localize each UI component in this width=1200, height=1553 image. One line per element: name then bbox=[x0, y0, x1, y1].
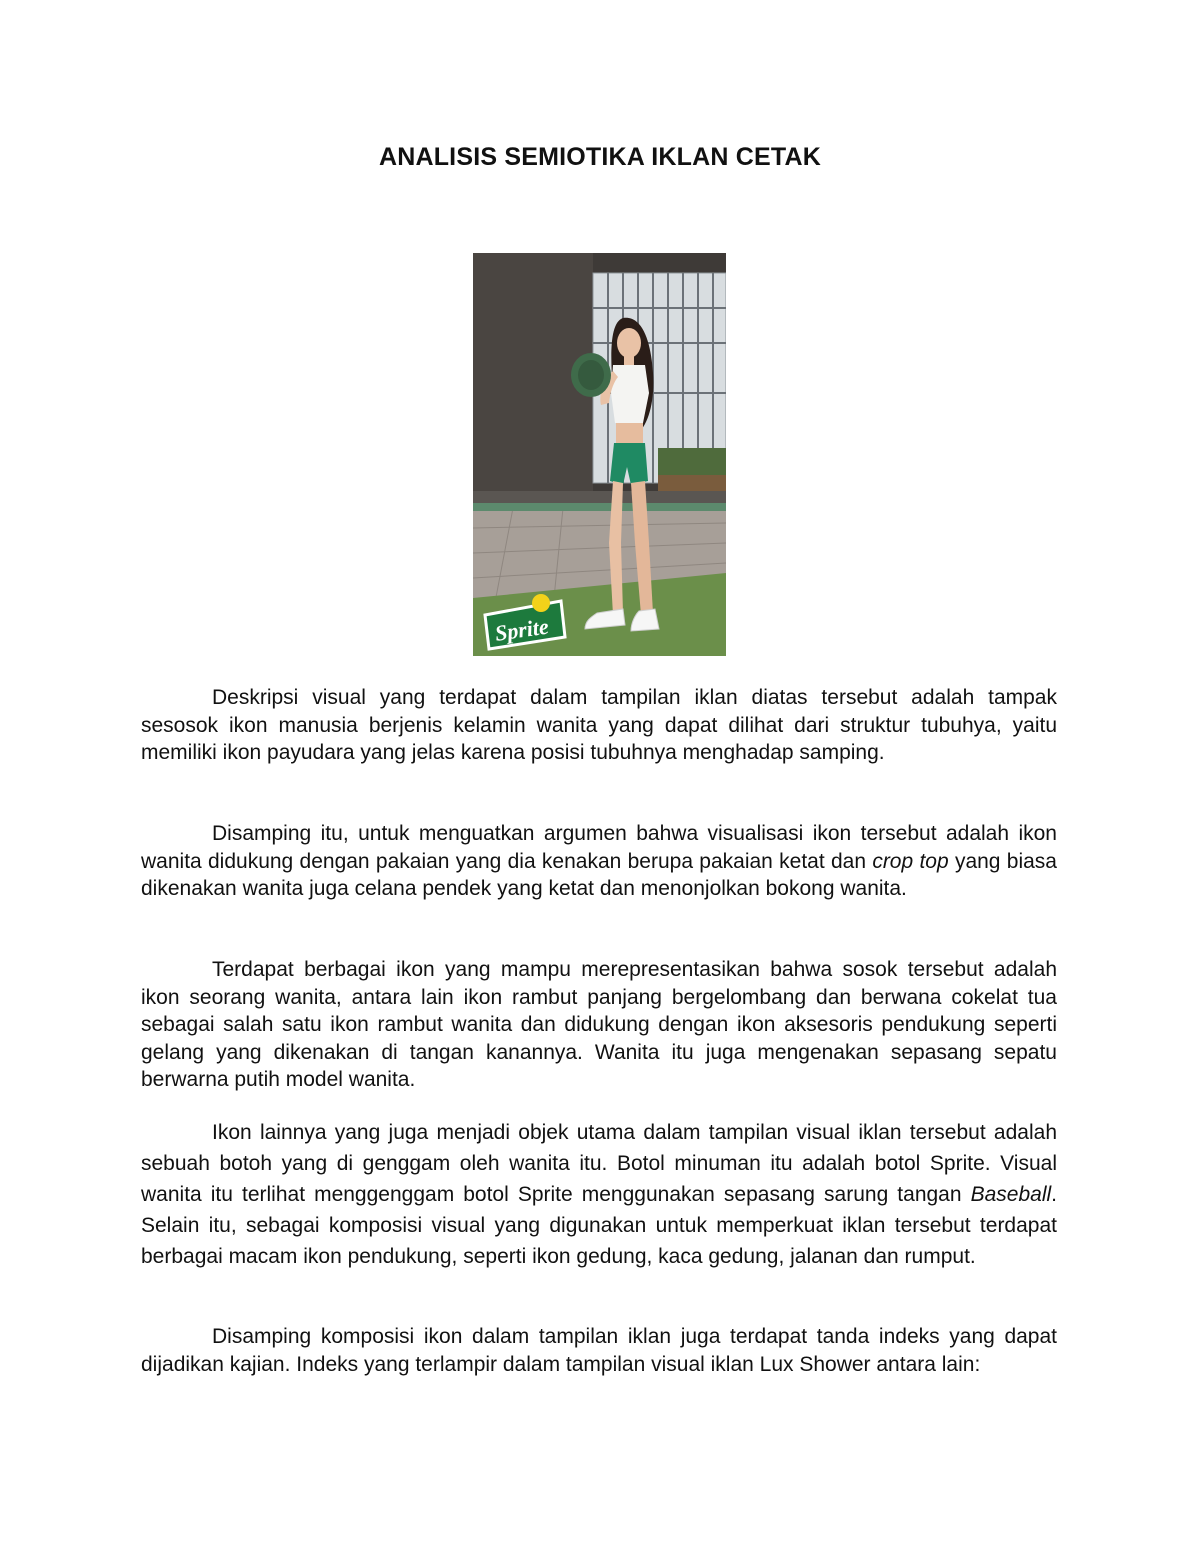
paragraph-3 bbox=[141, 956, 1057, 1094]
paragraph-5-text: Disamping komposisi ikon dalam tampilan iklan juga terdapat tanda indeks yang dapat dijadikan kajian. Indeks yang terlampir dalam tampilan visual iklan Lux Shower antara lain: bbox=[141, 1325, 1057, 1376]
paragraph-1 bbox=[141, 684, 1057, 767]
sprite-logo-text: Sprite bbox=[493, 613, 551, 646]
paragraph-2-text-b: yang biasa dikenakan wanita juga celana pendek yang ketat dan menonjolkan bokong wanita. bbox=[141, 849, 1057, 900]
paragraph-4-emphasis: Baseball bbox=[970, 1183, 1052, 1206]
sprite-ad-image bbox=[473, 253, 726, 656]
paragraph-4-text-a: Ikon lainnya yang juga menjadi objek utama dalam tampilan visual iklan tersebut adalah sebuah botoh yang di genggam oleh wanita itu. Botol minuman itu adalah botol Sprite. Visual wanita itu terlihat menggenggam botol Sprite menggunakan sepasang sarung tangan bbox=[141, 1121, 1057, 1206]
page-title: ANALISIS SEMIOTIKA IKLAN CETAK bbox=[378, 143, 822, 171]
paragraph-2 bbox=[141, 820, 1057, 903]
paragraph-3-text: Terdapat berbagai ikon yang mampu merepresentasikan bahwa sosok tersebut adalah ikon seorang wanita, antara lain ikon rambut panjang bergelombang dan berwana cokelat tua sebagai salah satu ikon rambut wanita dan didukung dengan ikon aksesoris pendukung seperti gelang yang dikenakan di tangan kanannya. Wanita itu juga mengenakan sepasang sepatu berwarna putih model wanita. bbox=[141, 958, 1057, 1091]
paragraph-2-emphasis: crop top bbox=[872, 849, 949, 873]
paragraph-4-text-b: . Selain itu, sebagai komposisi visual yang digunakan untuk memperkuat iklan tersebut terdapat berbagai macam ikon pendukung, seperti ikon gedung, kaca gedung, jalanan dan rumput. bbox=[141, 1183, 1057, 1268]
paragraph-5 bbox=[141, 1323, 1057, 1378]
paragraph-2-text-a: Disamping itu, untuk menguatkan argumen bahwa visualisasi ikon tersebut adalah ikon wanita didukung dengan pakaian yang dia kenakan berupa pakaian ketat dan bbox=[141, 822, 1057, 873]
paragraph-1-text: Deskripsi visual yang terdapat dalam tampilan iklan diatas tersebut adalah tampak sesosok ikon manusia berjenis kelamin wanita yang dapat dilihat dari struktur tubuhya, yaitu memiliki ikon payudara yang jelas karena posisi tubuhnya menghadap samping. bbox=[141, 686, 1057, 764]
paragraph-4 bbox=[141, 1117, 1057, 1272]
